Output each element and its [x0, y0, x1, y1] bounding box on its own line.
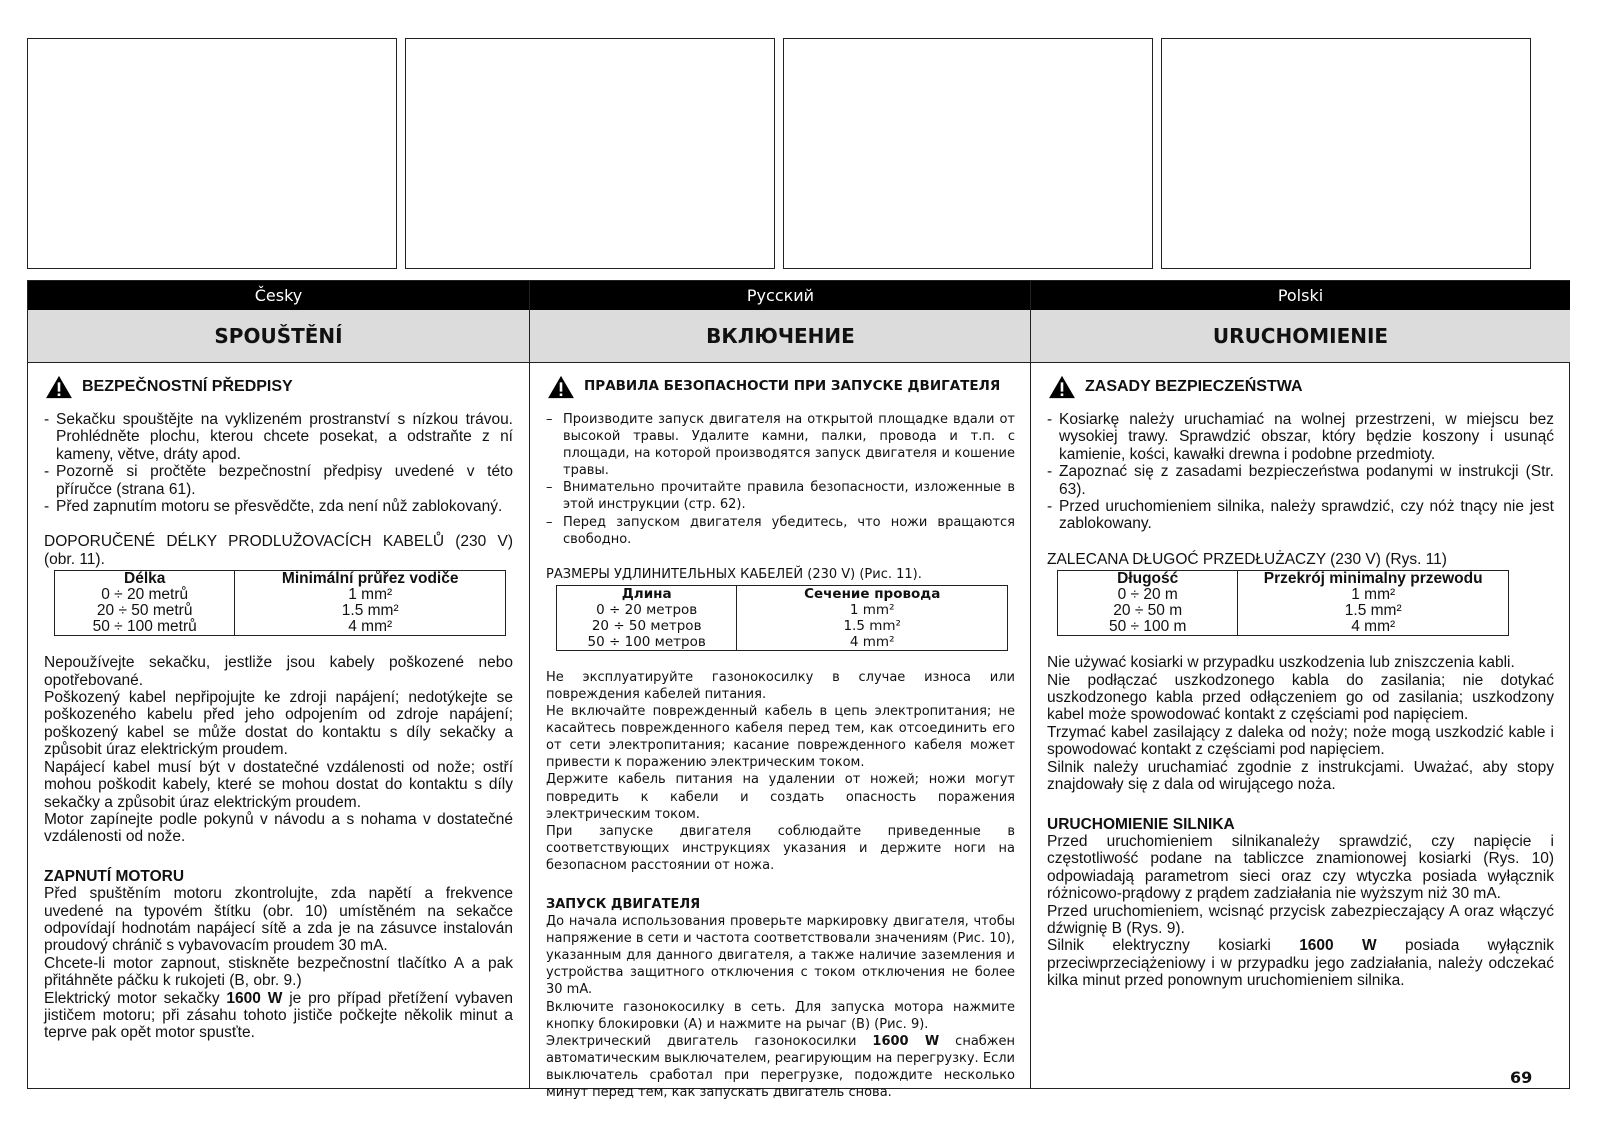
column-polish: [1030, 281, 1570, 1088]
paragraph: Napájecí kabel musí být v dostatečné vzdálenosti od nože; ostří mohou poškodit kabely, které se mohou dostat do kontaktu s díly sekačky a způsobit úraz elektrickým proudem.: [44, 758, 513, 811]
paragraph: Elektrický motor sekačky 1600 W je pro případ přetížení vybaven jističem motoru; při zásahu tohoto jističe počkejte několik minut a teprve pak opět motor spusťte.: [44, 989, 513, 1042]
column-russian: [529, 281, 1031, 1100]
warning-icon: [44, 375, 74, 399]
paragraph: Chcete-li motor zapnout, stiskněte bezpečnostní tlačítko A a pak přitáhněte páčku k rukojeti (B, obr. 9.): [44, 954, 513, 990]
language-label: Русский: [530, 281, 1031, 310]
motor-heading: URUCHOMIENIE SILNIKA: [1047, 815, 1235, 833]
list-item: - Pozorně si pročtěte bezpečnostní předpisy uvedené v této příručce (strana 61).: [44, 463, 513, 498]
paragraph: При запуске двигателя соблюдайте приведенные в соответствующих инструкциях указания и держите ноги на безопасном расстоянии от ножа.: [546, 823, 1015, 873]
section-title: ВКЛЮЧЕНИЕ: [530, 310, 1031, 363]
paragraph: Poškozený kabel nepřipojujte ke zdroji napájení; nedotýkejte se poškozeného kabelu před jeho odpojením od zdroje napájení; poškozený kabel se může dostat do kontaktu s díly sekačky a způsobit úraz elektrickým proudem.: [44, 689, 513, 759]
paragraph: Не включайте поврежденный кабель в цепь электропитания; не касайтесь поврежденного кабеля перед тем, как отсоединить его от сети электропитания; касание поврежденного кабеля может привести к поражению электрическим током.: [546, 704, 1015, 771]
paragraph: Nie używać kosiarki w przypadku uszkodzenia lub zniszczenia kabli.: [1047, 654, 1515, 672]
list-item: – Внимательно прочитайте правила безопасности, изложенные в этой инструкции (стр. 62).: [546, 479, 1015, 513]
list-item: - Zapoznać się z zasadami bezpieczeństwa podanymi w instrukcji (Str. 63).: [1047, 463, 1554, 498]
table-header: Длина: [557, 585, 737, 602]
safety-heading: ZASADY BEZPIECZEŃSTWA: [1047, 375, 1554, 399]
list-item: - Kosiarkę należy uruchamiać na wolnej przestrzeni, w miejscu bez wysokiej trawy. Sprawdzić obszar, który będzie koszony i usunąć kamienie, kości, kawałki drewna i podobne przedmioty.: [1047, 411, 1554, 463]
cable-heading: ZALECANA DŁUGOĆ PRZEDŁUŻACZY (230 V) (Rys. 11): [1047, 550, 1447, 568]
figure-box-2: [405, 38, 775, 269]
section-title: SPOUŠTĚNÍ: [28, 310, 529, 363]
paragraph: До начала использования проверьте маркировку двигателя, чтобы напряжение в сети и частота соответствовали значениям (Рис. 10), указанным для данного двигателя, а также наличие заземления и устройства защитного отключения с током отключения не более 30 mA.: [546, 914, 1015, 998]
paragraph: Электрический двигатель газонокосилки 1600 W снабжен автоматическим выключателем, реагирующим на перегрузку. Если выключатель сработал при перегрузке, подождите несколько минут перед тем, как запускать двигатель снова.: [546, 1033, 1016, 1100]
figure-box-1: [27, 38, 397, 269]
motor-heading: ЗАПУСК ДВИГАТЕЛЯ: [546, 896, 701, 912]
figure-box-4: [1161, 38, 1531, 269]
motor-heading: ZAPNUTÍ MOTORU: [44, 867, 185, 885]
paragraph: Przed uruchomieniem, wcisnąć przycisk zabezpieczający A oraz włączyć dźwignię B (Rys. 9).: [1047, 902, 1554, 937]
cable-heading: РАЗМЕРЫ УДЛИНИТЕЛЬНЫХ КАБЕЛЕЙ (230 V) (Рис. 11).: [546, 566, 922, 582]
table-row: 50 ÷ 100 m 4 mm²: [1058, 619, 1509, 636]
safety-list: [546, 411, 1015, 548]
table-row: 0 ÷ 20 m 1 mm²: [1058, 587, 1509, 603]
warning-icon: [1047, 375, 1077, 399]
paragraph: Silnik należy uruchamiać zgodnie z instrukcjami. Uważać, aby stopy znajdowały się z dala od wirującego noża.: [1047, 758, 1554, 794]
list-item: – Производите запуск двигателя на открытой площадке вдали от высокой травы. Удалите камни, палки, провода и т.п. с площади, на которой производятся запуск двигателя и кошение травы.: [546, 411, 1015, 479]
safety-heading: ПРАВИЛА БЕЗОПАСНОСТИ ПРИ ЗАПУСКЕ ДВИГАТЕЛЯ: [546, 375, 1015, 399]
table-row: 50 ÷ 100 metrů 4 mm²: [55, 619, 506, 636]
warning-icon: [546, 375, 576, 399]
paragraph: Motor zapínejte podle pokynů v návodu a s nohama v dostatečné vzdálenosti od nože.: [44, 810, 513, 846]
safety-heading: BEZPEČNOSTNÍ PŘEDPISY: [44, 375, 513, 399]
paragraph: Před spuštěním motoru zkontrolujte, zda napětí a frekvence uvedené na typovém štítku (obr. 10) umístěném na sekačce odpovídají hodnotám napájecí sítě a zda je na zásuvce instalován proudový chránič s vybavovacím proudem 30 mA.: [44, 885, 513, 955]
table-header: Сечение провода: [804, 585, 941, 602]
table-header: Przekrój minimalny przewodu: [1263, 570, 1483, 588]
paragraph: Przed uruchomieniem silnikanależy sprawdzić, czy napięcie i częstotliwość podane na tabliczce znamionowej kosiarki (Rys. 10) odpowiadają parametrom sieci oraz czy wtyczka posiada wyłącznik różnicowo-prądowy z prądem zadziałania nie wyższym niż 30 mA.: [1047, 832, 1554, 903]
paragraph: Не эксплуатируйте газонокосилку в случае износа или повреждения кабелей питания.: [546, 669, 1015, 702]
table-header: Długość: [1058, 571, 1238, 588]
list-item: – Перед запуском двигателя убедитесь, что ножи вращаются свободно.: [546, 514, 1015, 548]
column-czech: [28, 281, 529, 1088]
section-title: URUCHOMIENIE: [1031, 310, 1570, 363]
paragraph: Silnik elektryczny kosiarki 1600 W posiada wyłącznik przeciwprzeciążeniowy i w przypadku jego zadziałania, należy odczekać kilka minut przed ponownym uruchomieniem silnika.: [1047, 937, 1555, 990]
table-row: 20 ÷ 50 m 1.5 mm²: [1058, 603, 1509, 619]
language-label: Česky: [28, 281, 529, 310]
list-item: - Před zapnutím motoru se přesvědčte, zda není nůž zablokovaný.: [44, 498, 513, 515]
cable-heading: DOPORUČENÉ DÉLKY PRODLUŽOVACÍCH KABELŮ (230 V) (obr. 11).: [44, 533, 513, 568]
safety-list: [1047, 411, 1554, 533]
safety-list: [44, 411, 513, 515]
table-row: 0 ÷ 20 метров 1 mm²: [557, 602, 1008, 618]
table-header: Minimální průřez vodiče: [281, 570, 459, 588]
paragraph: Держите кабель питания на удалении от ножей; ножи могут повредить к кабели и создать опасность поражения электрическим током.: [546, 772, 1015, 822]
table-row: 50 ÷ 100 метров 4 mm²: [557, 634, 1008, 651]
list-item: - Sekačku spouštějte na vyklizeném prostranství s nízkou trávou. Prohlédněte plochu, kterou chcete posekat, a odstraňte z ní kameny, větve, dráty apod.: [44, 411, 513, 463]
paragraph: Включите газонокосилку в сеть. Для запуска мотора нажмите кнопку блокировки (A) и нажмите на рычаг (B) (Рис. 9).: [546, 999, 1015, 1032]
figure-box-3: [783, 38, 1153, 269]
paragraph: Nepoužívejte sekačku, jestliže jsou kabely poškozené nebo opotřebované.: [44, 654, 513, 689]
page-number: 69: [1510, 1068, 1533, 1087]
paragraph: Nie podłączać uszkodzonego kabla do zasilania; nie dotykać uszkodzonego kabla przed odłączeniem go od zasilania; uszkodzony kabel może spowodować kontakt z częściami pod napięciem.: [1047, 671, 1554, 724]
cable-table: [556, 585, 1008, 651]
table-row: 20 ÷ 50 metrů 1.5 mm²: [55, 603, 506, 619]
cable-table: [54, 570, 506, 636]
table-row: 0 ÷ 20 metrů 1 mm²: [55, 587, 506, 603]
table-header: Délka: [55, 571, 235, 588]
language-label: Polski: [1031, 281, 1570, 310]
paragraph: Trzymać kabel zasilający z daleka od noży; noże mogą uszkodzić kable i spowodować kontakt z częściami pod napięciem.: [1047, 723, 1554, 759]
cable-table: [1057, 570, 1509, 636]
table-row: 20 ÷ 50 метров 1.5 mm²: [557, 618, 1008, 634]
list-item: - Przed uruchomieniem silnika, należy sprawdzić, czy nóż tnący nie jest zablokowany.: [1047, 498, 1554, 533]
three-language-panel: [27, 280, 1570, 1100]
